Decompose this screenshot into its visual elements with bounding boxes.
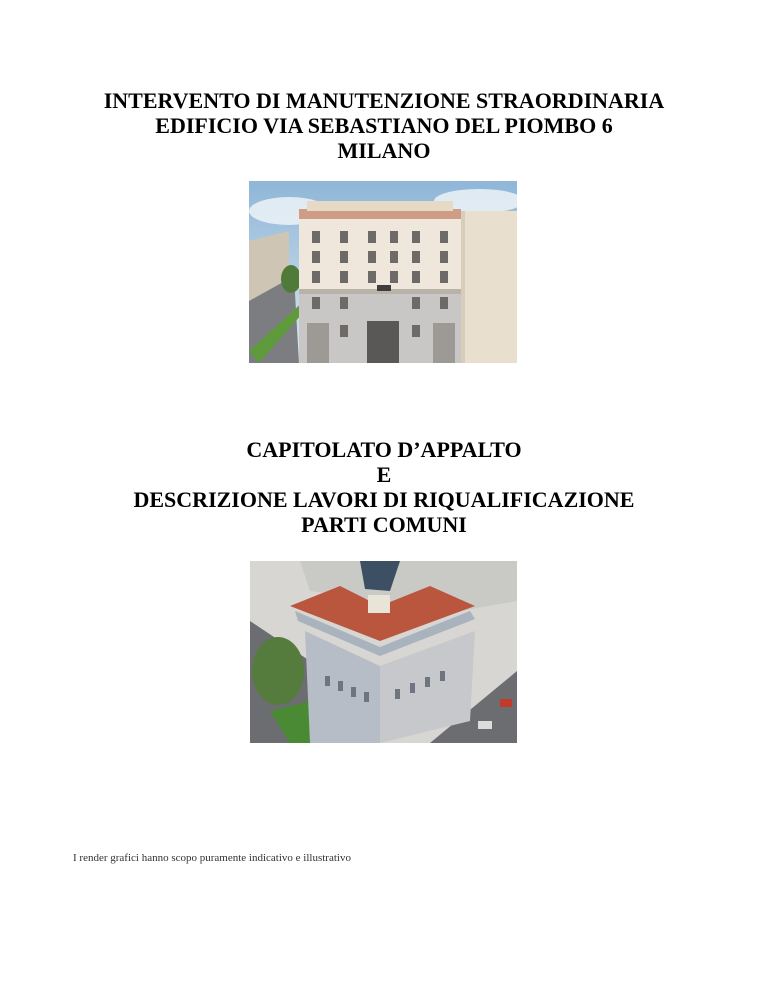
aerial-render-image xyxy=(250,561,517,743)
aerial-render-illustration xyxy=(250,561,517,743)
facade-render-image xyxy=(249,181,517,363)
subtitle-line: PARTI COMUNI xyxy=(301,512,467,537)
subtitle-line: CAPITOLATO D’APPALTO xyxy=(246,437,522,462)
title-line: MILANO xyxy=(337,138,431,163)
title-line: INTERVENTO DI MANUTENZIONE STRAORDINARIA xyxy=(103,88,665,113)
subtitle-line: E xyxy=(376,462,392,487)
document-subtitle xyxy=(0,437,768,537)
document-title xyxy=(0,88,768,163)
title-line: EDIFICIO VIA SEBASTIANO DEL PIOMBO 6 xyxy=(155,113,613,138)
subtitle-line: DESCRIZIONE LAVORI DI RIQUALIFICAZIONE xyxy=(133,487,635,512)
render-disclaimer: I render grafici hanno scopo puramente indicativo e illustrativo xyxy=(73,852,351,864)
facade-render-illustration xyxy=(249,181,517,363)
